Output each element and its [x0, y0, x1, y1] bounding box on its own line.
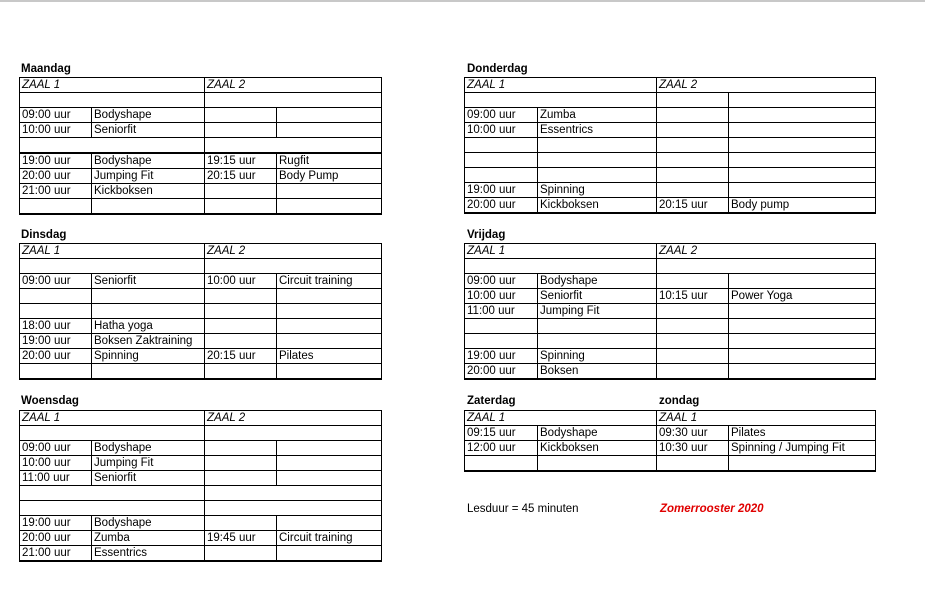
class-cell: Bodyshape — [538, 274, 657, 289]
time-cell — [205, 123, 277, 138]
table-row — [465, 183, 876, 198]
table-row — [465, 153, 876, 168]
time-cell: 21:00 uur — [20, 184, 92, 199]
time-cell: 19:00 uur — [465, 183, 538, 198]
class-cell — [277, 334, 382, 349]
table-row — [465, 198, 876, 214]
table-row — [20, 486, 382, 501]
table-row — [20, 334, 382, 349]
class-cell — [277, 108, 382, 123]
day-title-vrijdag: Vrijdag — [467, 229, 506, 241]
table-row — [20, 471, 382, 486]
class-cell: Kickboksen — [92, 184, 205, 199]
time-cell: 11:00 uur — [20, 471, 92, 486]
table-row — [20, 516, 382, 531]
class-cell: Bodyshape — [538, 426, 657, 441]
class-cell — [729, 123, 876, 138]
class-cell — [277, 456, 382, 471]
table-row — [20, 426, 382, 441]
time-cell: 10:00 uur — [20, 123, 92, 138]
class-cell: Seniorfit — [92, 123, 205, 138]
table-row — [465, 304, 876, 319]
lesduur-note: Lesduur = 45 minuten — [467, 503, 579, 515]
time-cell — [657, 274, 729, 289]
zaal-2-header: ZAAL 2 — [205, 78, 382, 93]
class-cell: Pilates — [729, 426, 876, 441]
class-cell — [277, 471, 382, 486]
time-cell: 11:00 uur — [465, 304, 538, 319]
class-cell: Boksen Zaktraining — [92, 334, 205, 349]
class-cell — [277, 441, 382, 456]
table-row — [20, 169, 382, 184]
table-row — [465, 259, 876, 274]
header-row — [465, 411, 876, 426]
class-cell: Seniorfit — [92, 471, 205, 486]
class-cell: Circuit training — [277, 531, 382, 546]
time-cell — [205, 456, 277, 471]
time-cell: 10:00 uur — [465, 123, 538, 138]
class-cell: Zumba — [538, 108, 657, 123]
time-cell — [657, 108, 729, 123]
zaal-2-header: ZAAL 2 — [657, 244, 876, 259]
time-cell: 20:00 uur — [20, 531, 92, 546]
time-cell — [205, 108, 277, 123]
time-cell: 20:00 uur — [20, 169, 92, 184]
class-cell: Spinning — [538, 183, 657, 198]
table-row — [20, 441, 382, 456]
class-cell — [277, 516, 382, 531]
table-row — [465, 364, 876, 380]
table-row — [465, 456, 876, 472]
zaal-2-header: ZAAL 2 — [205, 411, 382, 426]
table-row — [20, 304, 382, 319]
table-row — [465, 123, 876, 138]
class-cell — [729, 108, 876, 123]
schedule-table-dinsdag — [19, 243, 382, 380]
schedule-table-woensdag — [19, 410, 382, 562]
time-cell: 20:15 uur — [657, 198, 729, 214]
time-cell: 09:15 uur — [465, 426, 538, 441]
zaal-2-header: ZAAL 2 — [657, 78, 876, 93]
class-cell — [277, 184, 382, 199]
schedule-table-donderdag — [464, 77, 876, 214]
header-row — [20, 78, 382, 93]
table-row — [20, 531, 382, 546]
table-row — [20, 546, 382, 562]
time-cell: 20:15 uur — [205, 349, 277, 364]
zomerrooster-label: Zomerrooster 2020 — [660, 503, 764, 515]
time-cell: 20:00 uur — [465, 364, 538, 380]
time-cell: 10:00 uur — [465, 289, 538, 304]
time-cell — [205, 184, 277, 199]
schedule-table-maandag — [19, 77, 382, 215]
time-cell: 10:15 uur — [657, 289, 729, 304]
table-row — [465, 426, 876, 441]
table-row — [20, 93, 382, 108]
time-cell: 10:00 uur — [20, 456, 92, 471]
class-cell — [729, 349, 876, 364]
day-title-donderdag: Donderdag — [467, 63, 528, 75]
time-cell — [657, 123, 729, 138]
zaal-1-header: ZAAL 1 — [465, 411, 657, 426]
table-row — [20, 501, 382, 516]
class-cell: Bodyshape — [92, 441, 205, 456]
class-cell: Hatha yoga — [92, 319, 205, 334]
table-row — [20, 199, 382, 215]
table-row — [465, 334, 876, 349]
class-cell: Seniorfit — [538, 289, 657, 304]
time-cell — [205, 441, 277, 456]
day-title-zaterdag: Zaterdag — [467, 395, 516, 407]
zaal-1-header: ZAAL 1 — [657, 411, 876, 426]
class-cell — [729, 304, 876, 319]
class-cell: Jumping Fit — [92, 169, 205, 184]
time-cell: 09:00 uur — [20, 108, 92, 123]
table-row — [465, 319, 876, 334]
table-row — [20, 289, 382, 304]
time-cell: 09:00 uur — [20, 441, 92, 456]
time-cell: 10:30 uur — [657, 441, 729, 456]
table-row — [20, 123, 382, 138]
class-cell: Bodyshape — [92, 153, 205, 169]
class-cell — [729, 274, 876, 289]
class-cell — [277, 319, 382, 334]
table-row — [465, 274, 876, 289]
class-cell: Spinning — [92, 349, 205, 364]
table-row — [465, 93, 876, 108]
time-cell: 19:00 uur — [20, 153, 92, 169]
time-cell: 09:00 uur — [465, 108, 538, 123]
time-cell — [657, 349, 729, 364]
day-title-zondag: zondag — [659, 395, 700, 407]
time-cell: 09:00 uur — [20, 274, 92, 289]
table-row — [20, 184, 382, 199]
time-cell: 19:00 uur — [20, 516, 92, 531]
class-cell: Bodyshape — [92, 516, 205, 531]
day-title-woensdag: Woensdag — [21, 395, 79, 407]
time-cell: 10:00 uur — [205, 274, 277, 289]
table-row — [20, 108, 382, 123]
class-cell: Essentrics — [92, 546, 205, 562]
time-cell — [657, 364, 729, 380]
class-cell: Jumping Fit — [538, 304, 657, 319]
table-row — [20, 349, 382, 364]
zaal-1-header: ZAAL 1 — [20, 78, 205, 93]
time-cell — [205, 334, 277, 349]
time-cell: 20:00 uur — [20, 349, 92, 364]
time-cell: 20:00 uur — [465, 198, 538, 214]
table-row — [20, 138, 382, 154]
header-row — [20, 244, 382, 259]
class-cell: Spinning / Jumping Fit — [729, 441, 876, 456]
class-cell: Seniorfit — [92, 274, 205, 289]
day-title-dinsdag: Dinsdag — [21, 229, 67, 241]
time-cell: 09:30 uur — [657, 426, 729, 441]
table-row — [465, 138, 876, 153]
time-cell: 19:45 uur — [205, 531, 277, 546]
table-row — [465, 349, 876, 364]
table-row — [20, 364, 382, 380]
class-cell: Rugfit — [277, 153, 382, 169]
class-cell — [729, 364, 876, 380]
table-row — [465, 441, 876, 456]
class-cell: Jumping Fit — [92, 456, 205, 471]
time-cell: 21:00 uur — [20, 546, 92, 562]
time-cell — [657, 304, 729, 319]
table-row — [20, 319, 382, 334]
time-cell: 19:15 uur — [205, 153, 277, 169]
class-cell: Zumba — [92, 531, 205, 546]
schedule-table-vrijdag — [464, 243, 876, 380]
zaal-1-header: ZAAL 1 — [465, 244, 657, 259]
class-cell: Boksen — [538, 364, 657, 380]
time-cell: 12:00 uur — [465, 441, 538, 456]
table-row — [465, 289, 876, 304]
table-row — [20, 456, 382, 471]
zaal-2-header: ZAAL 2 — [205, 244, 382, 259]
table-row — [465, 168, 876, 183]
table-row — [20, 153, 382, 169]
header-row — [20, 411, 382, 426]
table-row — [20, 274, 382, 289]
class-cell: Essentrics — [538, 123, 657, 138]
class-cell: Power Yoga — [729, 289, 876, 304]
schedule-table-weekend — [464, 410, 876, 472]
time-cell: 19:00 uur — [465, 349, 538, 364]
day-title-maandag: Maandag — [21, 63, 71, 75]
zaal-1-header: ZAAL 1 — [465, 78, 657, 93]
header-row — [465, 78, 876, 93]
header-row — [465, 244, 876, 259]
time-cell — [205, 516, 277, 531]
class-cell: Bodyshape — [92, 108, 205, 123]
class-cell — [729, 183, 876, 198]
time-cell: 19:00 uur — [20, 334, 92, 349]
table-row — [20, 259, 382, 274]
class-cell: Kickboksen — [538, 198, 657, 214]
time-cell: 09:00 uur — [465, 274, 538, 289]
class-cell — [277, 123, 382, 138]
time-cell — [205, 319, 277, 334]
class-cell: Circuit training — [277, 274, 382, 289]
time-cell: 20:15 uur — [205, 169, 277, 184]
class-cell: Kickboksen — [538, 441, 657, 456]
class-cell — [277, 546, 382, 562]
class-cell: Pilates — [277, 349, 382, 364]
time-cell — [657, 183, 729, 198]
zaal-1-header: ZAAL 1 — [20, 244, 205, 259]
time-cell — [205, 546, 277, 562]
time-cell — [205, 471, 277, 486]
time-cell: 18:00 uur — [20, 319, 92, 334]
table-row — [465, 108, 876, 123]
top-divider — [0, 0, 925, 2]
class-cell: Body pump — [729, 198, 876, 214]
zaal-1-header: ZAAL 1 — [20, 411, 205, 426]
class-cell: Spinning — [538, 349, 657, 364]
class-cell: Body Pump — [277, 169, 382, 184]
